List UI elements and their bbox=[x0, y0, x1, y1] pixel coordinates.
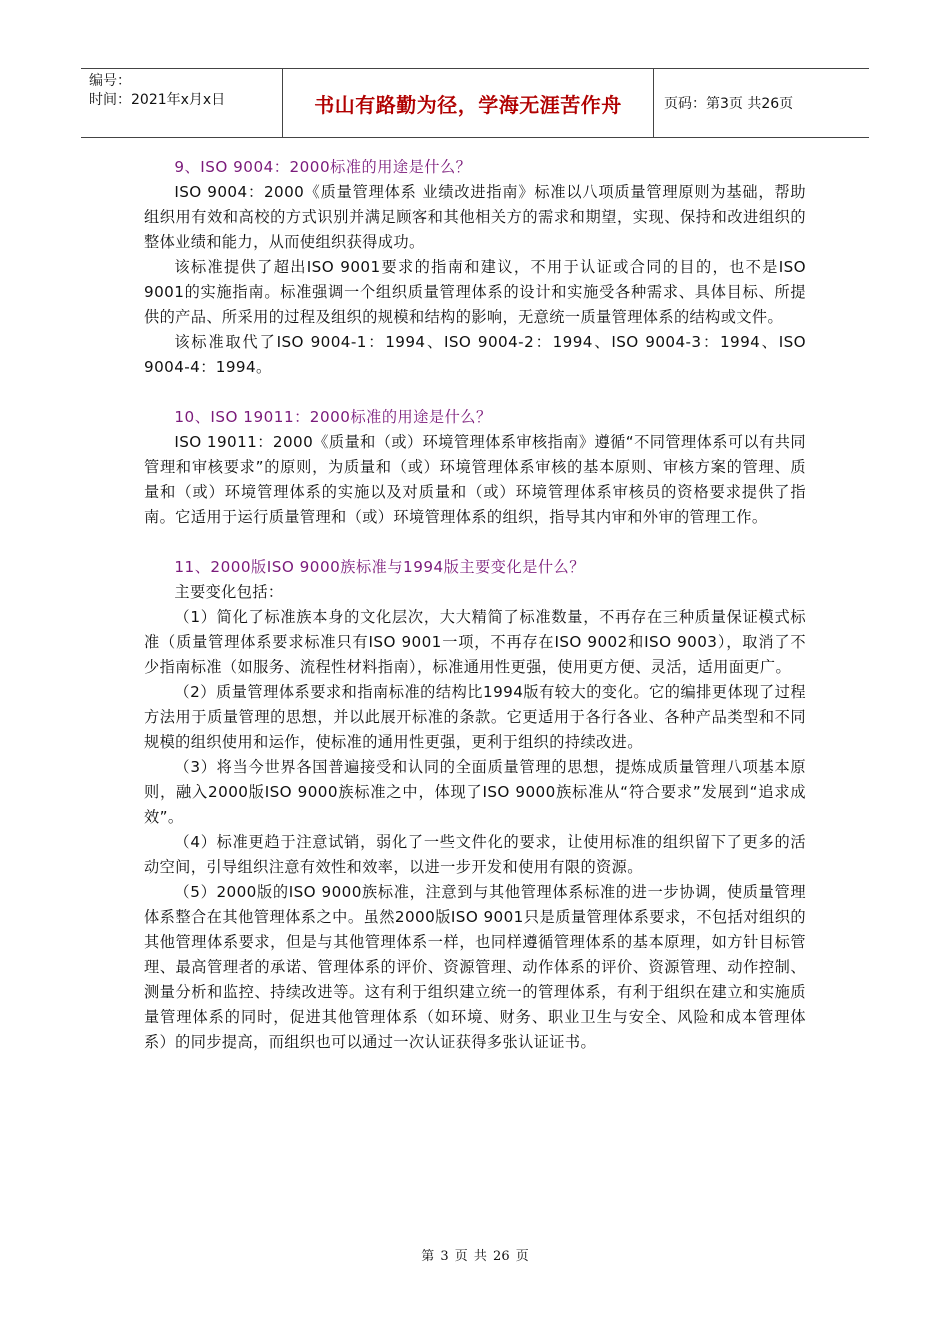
header-page-code: 页码：第3页 共26页 bbox=[664, 96, 794, 112]
page-footer: 第 3 页 共 26 页 bbox=[421, 1249, 529, 1264]
section-title: 9、ISO 9004：2000标准的用途是什么？ bbox=[174, 158, 472, 176]
page-header bbox=[81, 68, 869, 138]
paragraph: 该标准提供了超出ISO 9001要求的指南和建议，不用于认证或合同的目的，也不是ISO 9001的实施指南。标准强调一个组织质量管理体系的设计和实施受各种需求、具体目标、所提供的产品、所采用的过程及组织的规模和结构的影响，无意统一质量管理体系的结构或文件。 bbox=[144, 258, 806, 326]
paragraph: 该标准取代了ISO 9004-1：1994、ISO 9004-2：1994、ISO 9004-3：1994、ISO 9004-4：1994。 bbox=[144, 333, 806, 376]
document-date: 时间：2021年x月x日 bbox=[89, 92, 226, 108]
paragraph: ISO 19011：2000《质量和（或）环境管理体系审核指南》遵循“不同管理体系可以有共同管理和审核要求”的原则，为质量和（或）环境管理体系审核的基本原则、审核方案的管理、质量和（或）环境管理体系的实施以及对质量和（或）环境管理体系审核员的资格要求提供了指南。它适用于运行质量管理和（或）环境管理体系的组织，指导其内审和外审的管理工作。 bbox=[144, 433, 806, 526]
section-9 bbox=[144, 155, 806, 380]
paragraph: ISO 9004：2000《质量管理体系 业绩改进指南》标准以八项质量管理原则为基础，帮助组织用有效和高校的方式识别并满足顾客和其他相关方的需求和期望，实现、保持和改进组织的整体业绩和能力，从而使组织获得成功。 bbox=[144, 183, 806, 251]
section-10 bbox=[144, 405, 806, 530]
header-info bbox=[81, 69, 283, 137]
paragraph: （2）质量管理体系要求和指南标准的结构比1994版有较大的变化。它的编排更体现了过程方法用于质量管理的思想，并以此展开标准的条款。它更适用于各行各业、各种产品类型和不同规模的组织使用和运作，使标准的通用性更强，更利于组织的持续改进。 bbox=[144, 683, 806, 751]
paragraph: （1）简化了标准族本身的文化层次，大大精简了标准数量，不再存在三种质量保证模式标准（质量管理体系要求标准只有ISO 9001一项，不再存在ISO 9002和ISO 9003），取消了不少指南标准（如服务、流程性材料指南），标准通用性更强，使用更方便、灵活，适用面更广。 bbox=[144, 608, 806, 676]
paragraph: （3）将当今世界各国普遍接受和认同的全面质量管理的思想，提炼成质量管理八项基本原则，融入2000版ISO 9000族标准之中，体现了ISO 9000族标准从“符合要求”发展到“追求成效”。 bbox=[144, 758, 806, 826]
document-body bbox=[144, 155, 806, 1055]
paragraph: 主要变化包括： bbox=[174, 583, 284, 601]
paragraph: （4）标准更趋于注意试销，弱化了一些文件化的要求，让使用标准的组织留下了更多的活动空间，引导组织注意有效性和效率，以进一步开发和使用有限的资源。 bbox=[144, 833, 806, 876]
section-title: 10、ISO 19011：2000标准的用途是什么？ bbox=[174, 408, 492, 426]
section-title: 11、2000版ISO 9000族标准与1994版主要变化是什么？ bbox=[174, 558, 585, 576]
document-number-label: 编号： bbox=[89, 73, 131, 89]
section-11 bbox=[144, 555, 806, 1055]
header-motto: 书山有路勤为径，学海无涯苦作舟 bbox=[283, 69, 654, 137]
paragraph: （5）2000版的ISO 9000族标准，注意到与其他管理体系标准的进一步协调，使质量管理体系整合在其他管理体系之中。虽然2000版ISO 9001只是质量管理体系要求，不包括对组织的其他管理体系要求，但是与其他管理体系一样，也同样遵循管理体系的基本原理，如方针目标管理、最高管理者的承诺、管理体系的评价、资源管理、动作体系的评价、资源管理、动作控制、测量分析和监控、持续改进等。这有利于组织建立统一的管理体系，有利于组织在建立和实施质量管理体系的同时，促进其他管理体系（如环境、财务、职业卫生与安全、风险和成本管理体系）的同步提高，而组织也可以通过一次认证获得多张认证证书。 bbox=[144, 883, 806, 1051]
